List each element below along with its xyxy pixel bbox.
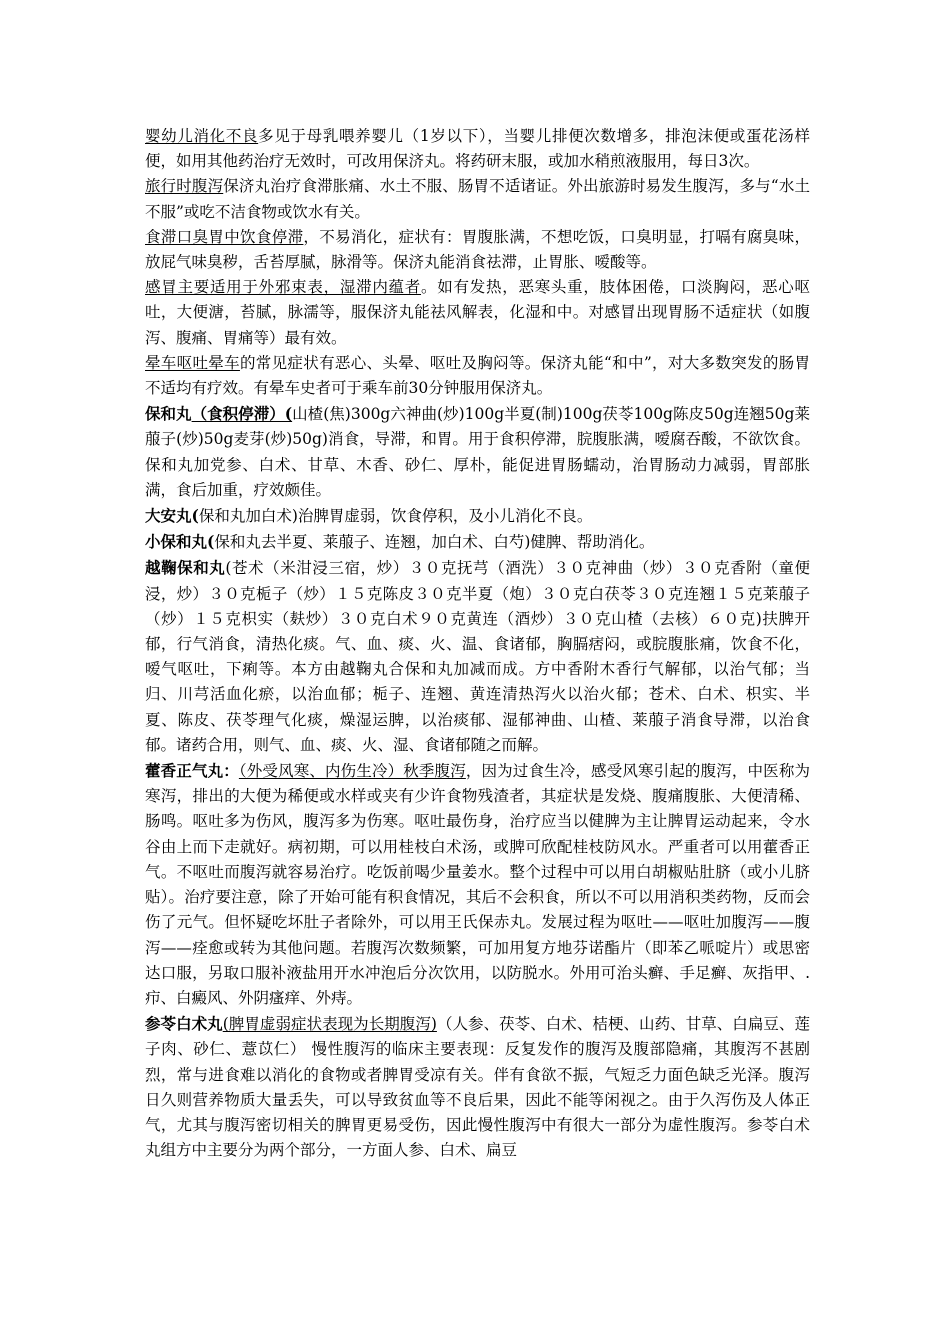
paragraph-food-stagnation (145, 225, 810, 275)
paragraph-heading: 感冒主要适用于外邪束表，湿滞内蕴者 (145, 278, 422, 297)
paragraph-xiaobaohe-pill (145, 529, 810, 555)
paragraph-daan-pill (145, 503, 810, 529)
paragraph-subheading: (脾胃虚弱症状表现为长期腹泻) (222, 1015, 437, 1034)
paragraph-text: 。如有发热，恶寒头重，肢体困倦，口淡胸闷，恶心呕吐，大便溏，苔腻，脉濡等，服保济丸能祛风解表，化湿和中。对感冒出现胃肠不适症状（如腹泻、腹痛、胃痛等）最有效。 (145, 278, 810, 347)
paragraph-common-cold (145, 275, 810, 351)
paragraph-text: ，因为过食生冷，感受风寒引起的腹泻，中医称为寒泻，排出的大便为稀便或水样或夹有少许食物残渣者，其症状是发烧、腹痛腹胀、大便清稀、肠鸣。呕吐多为伤风，腹泻多为伤寒。呕吐最伤身，治疗应当以健脾为主让脾胃运动起来，令水谷由上而下走就好。病初期，可以用桂枝白术汤，或脾可欣配桂枝防风水。严重者可以用藿香正气。不呕吐而腹泻就容易治疗。吃饭前喝少量姜水。整个过程中可以用白胡椒贴肚脐（或小儿脐贴）。治疗要注意，除了开始可能有积食情况，其后不会积食，所以不可以用消积类药物，反而会伤了元气。但怀疑吃坏肚子者除外，可以用王氏保赤丸。发展过程为呕吐——呕吐加腹泻——腹泻——痊愈或转为其他问题。若腹泻次数频繁，可加用复方地芬诺酯片（即苯乙哌啶片）或思密达口服，另取口服补液盐用开水冲泡后分次饮用，以防脱水。外用可治头癣、手足癣、灰指甲、.疖、白癜风、外阴瘙痒、外痔。 (145, 762, 810, 1007)
paragraph-text: 保和丸去半夏、莱菔子、连翘，加白术、白芍)健脾、帮助消化。 (214, 533, 655, 552)
paragraph-text: 多见于母乳喂养婴儿（1岁以下），当婴儿排便次数增多，排泡沫便或蛋花汤样便，如用其他药治疗无效时，可改用保济丸。将药研末服，或加水稍煎液服用，每日3次。 (145, 127, 810, 171)
paragraph-baohe-pill (145, 401, 810, 503)
paragraph-heading: 藿香正气丸： (145, 761, 239, 781)
paragraph-text: （人参、茯苓、白术、桔梗、山药、甘草、白扁豆、莲子肉、砂仁、薏苡仁） 慢性腹泻的临床主要表现：反复发作的腹泻及腹部隐痛，其腹泻不甚剧烈，常与进食难以消化的食物或者脾胃受凉有关。伴有食欲不振，气短乏力面色缺乏光泽。腹泻日久则营养物质大量丢失，可以导致贫血等不良后果，因此不能等闲视之。由于久泻伤及人体正气，尤其与腹泻密切相关的脾胃更易受伤，因此慢性腹泻中有很大一部分为虚性腹泻。参苓白术丸组方中主要分为两个部分，一方面人参、白术、扁豆 (145, 1015, 810, 1160)
paragraph-heading: 保和丸 (145, 404, 192, 424)
paragraph-heading: 大安丸( (145, 506, 199, 526)
paragraph-huoxiang-zhengqi-pill (145, 758, 810, 1011)
paragraph-text: ，不易消化，症状有：胃腹胀满，不想吃饭，口臭明显，打嗝有腐臭味，放屁气味臭秽，舌苔厚腻，脉滑等。保济丸能消食祛滞，止胃胀、嗳酸等。 (145, 227, 810, 272)
paragraph-heading: 参苓白术丸 (145, 1014, 223, 1034)
paragraph-shenling-baizhu-pill (145, 1011, 810, 1163)
paragraph-text: 的常见症状有恶心、头晕、呕吐及胸闷等。保济丸能“和中”，对大多数突发的肠胃不适均有疗效。有晕车史者可于乘车前30分钟服用保济丸。 (145, 353, 810, 398)
paragraph-heading: 小保和丸( (145, 532, 215, 552)
paragraph-heading: 越鞠保和丸 (145, 558, 226, 578)
paragraph-text: 保济丸治疗食滞胀痛、水土不服、肠胃不适诸证。外出旅游时易发生腹泻，多与“水土不服”或吃不洁食物或饮水有关。 (145, 177, 810, 221)
paragraph-motion-sickness (145, 351, 810, 401)
document-body (145, 124, 810, 1163)
paragraph-infant-indigestion (145, 124, 810, 174)
paragraph-heading: 食滞口臭胃中饮食停滞 (145, 227, 304, 246)
paragraph-yueju-baohe-pill (145, 555, 810, 758)
paragraph-travel-diarrhea (145, 174, 810, 224)
paragraph-subheading: （食积停滞）( (191, 404, 293, 424)
paragraph-heading: 婴幼儿消化不良 (145, 127, 259, 145)
paragraph-heading: 晕车呕吐晕车 (145, 353, 240, 372)
paragraph-text: 山楂(焦)300g六神曲(炒)100g半夏(制)100g茯苓100g陈皮50g连翘50g莱菔子(炒)50g麦芽(炒)50g)消食，导滞，和胃。用于食积停滞，脘腹胀满，嗳腐吞酸，不欲饮食。保和丸加党参、白术、甘草、木香、砂仁、厚朴，能促进胃肠蠕动，治胃肠动力减弱，胃部胀满，食后加重，疗效颇佳。 (145, 405, 810, 499)
paragraph-subheading: （外受风寒、内伤生冷）秋季腹泻 (238, 762, 466, 781)
paragraph-text: 保和丸加白术)治脾胃虚弱，饮食停积，及小儿消化不良。 (198, 507, 593, 526)
paragraph-heading: 旅行时腹泻 (145, 177, 224, 196)
paragraph-text: (苍术（米泔浸三宿，炒）３０克抚芎（酒洗）３０克神曲（炒）３０克香附（童便浸，炒）３０克栀子（炒）１５克陈皮３０克半夏（炮）３０克白茯苓３０克连翘１５克莱菔子（炒）１５克枳实（麸炒）３０克白术９０克黄连（酒炒）３０克山楂（去核）６０克)扶脾开郁，行气消食，清热化痰。气、血、痰、火、温、食诸郁，胸膈痞闷，或脘腹胀痛，饮食不化，嗳气呕吐，下痢等。本方由越鞠丸合保和丸加减而成。方中香附木香行气解郁，以治气郁；当归、川芎活血化瘀，以治血郁；栀子、连翘、黄连清热泻火以治火郁；苍术、白术、枳实、半夏、陈皮、茯苓理气化痰，燥湿运脾，以治痰郁、湿郁神曲、山楂、莱菔子消食导滞，以治食郁。诸药合用，则气、血、痰、火、湿、食诸郁随之而解。 (145, 559, 810, 754)
